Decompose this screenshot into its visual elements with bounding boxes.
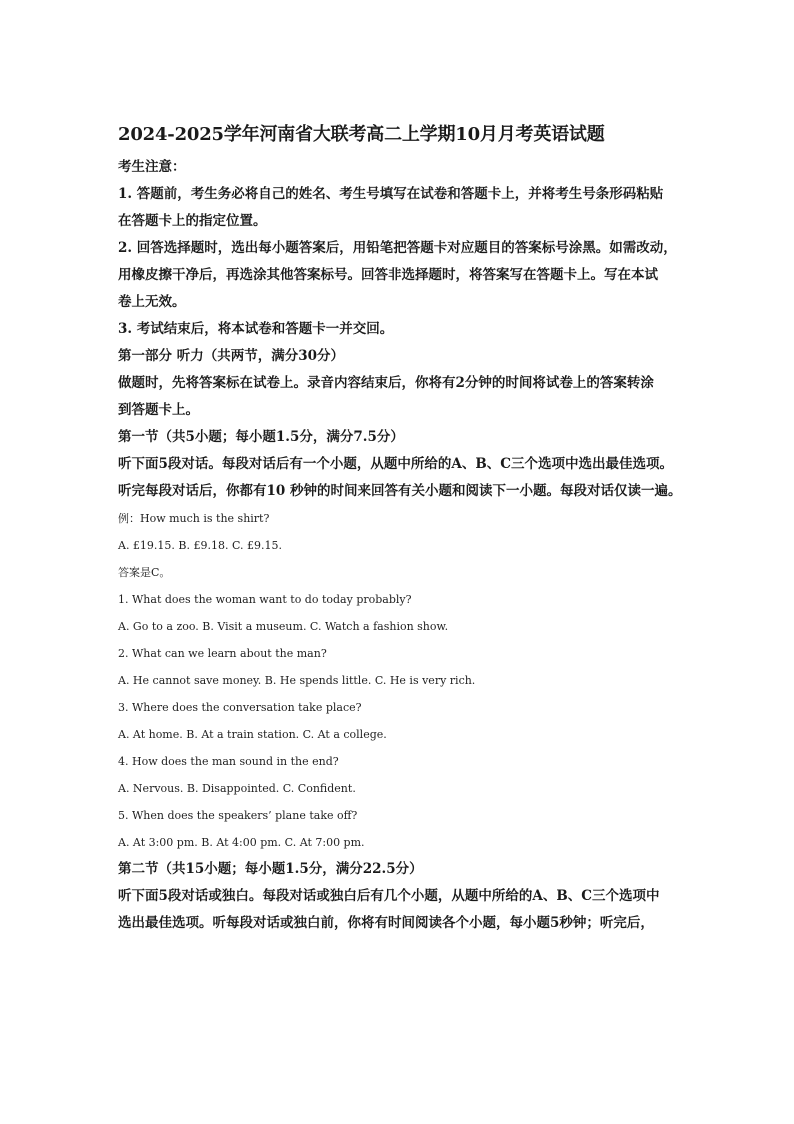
notice-line: 3. 考试结束后，将本试卷和答题卡一并交回。 bbox=[118, 321, 394, 337]
section1-instruction-line: 听完每段对话后，你都有10 秒钟的时间来回答有关小题和阅读下一小题。每段对话仅读一遍。 bbox=[118, 483, 682, 499]
exam-page bbox=[118, 122, 682, 937]
notice-line: 2. 回答选择题时，选出每小题答案后，用铅笔把答题卡对应题目的答案标号涂黑。如需改动， bbox=[118, 240, 677, 256]
section2-heading: 第二节（共15小题；每小题1.5分，满分22.5分） bbox=[118, 861, 423, 877]
question-options: A. At 3:00 pm. B. At 4:00 pm. C. At 7:00 pm. bbox=[118, 836, 365, 849]
part1-instruction-line: 做题时，先将答案标在试卷上。录音内容结束后，你将有2分钟的时间将试卷上的答案转涂 bbox=[118, 375, 654, 391]
example-answer: 答案是C。 bbox=[118, 566, 171, 579]
question-options: A. He cannot save money. B. He spends little. C. He is very rich. bbox=[118, 674, 476, 687]
question-text: 3. Where does the conversation take place? bbox=[118, 701, 362, 714]
section2-instruction-line: 选出最佳选项。听每段对话或独白前，你将有时间阅读各个小题，每小题5秒钟；听完后， bbox=[118, 915, 654, 931]
notice-line: 1. 答题前，考生务必将自己的姓名、考生号填写在试卷和答题卡上，并将考生号条形码粘贴 bbox=[118, 186, 664, 202]
question-text: 1. What does the woman want to do today probably? bbox=[118, 593, 412, 606]
section2-instruction-line: 听下面5段对话或独白。每段对话或独白后有几个小题，从题中所给的A、B、C三个选项中 bbox=[118, 888, 660, 904]
question-options: A. Go to a zoo. B. Visit a museum. C. Watch a fashion show. bbox=[118, 620, 449, 633]
question-options: A. At home. B. At a train station. C. At a college. bbox=[118, 728, 387, 741]
notice-heading: 考生注意： bbox=[118, 159, 186, 175]
part1-instruction-line: 到答题卡上。 bbox=[118, 402, 199, 418]
notice-line: 用橡皮擦干净后，再选涂其他答案标号。回答非选择题时，将答案写在答题卡上。写在本试 bbox=[118, 267, 658, 283]
question-text: 5. When does the speakers’ plane take off? bbox=[118, 809, 358, 822]
exam-title: 2024-2025学年河南省大联考高二上学期10月月考英语试题 bbox=[118, 124, 605, 145]
notice-line: 在答题卡上的指定位置。 bbox=[118, 213, 267, 229]
example-options: A. £19.15. B. £9.18. C. £9.15. bbox=[118, 539, 282, 552]
section1-heading: 第一节（共5小题；每小题1.5分，满分7.5分） bbox=[118, 429, 404, 445]
part1-heading: 第一部分 听力（共两节，满分30分） bbox=[118, 348, 344, 364]
question-text: 2. What can we learn about the man? bbox=[118, 647, 327, 660]
section1-instruction-line: 听下面5段对话。每段对话后有一个小题，从题中所给的A、B、C三个选项中选出最佳选项。 bbox=[118, 456, 674, 472]
example-question: 例：How much is the shirt? bbox=[118, 512, 270, 525]
notice-line: 卷上无效。 bbox=[118, 294, 186, 310]
question-options: A. Nervous. B. Disappointed. C. Confident. bbox=[118, 782, 356, 795]
question-text: 4. How does the man sound in the end? bbox=[118, 755, 339, 768]
